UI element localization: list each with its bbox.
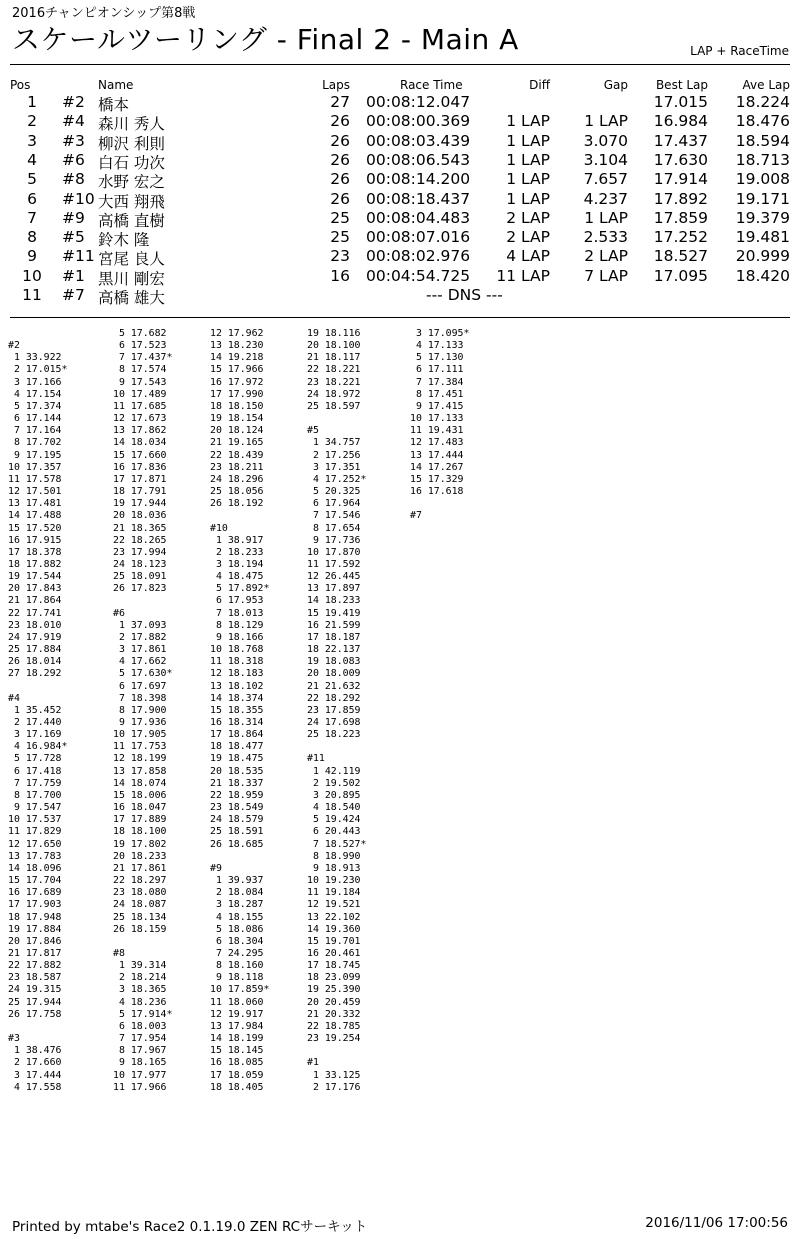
result-gap: 3.070 (583, 131, 628, 150)
result-dns-status: --- DNS --- (426, 286, 503, 304)
page-title: スケールツーリング - Final 2 - Main A (12, 23, 519, 56)
result-car-number: #6 (62, 150, 85, 169)
result-pos: 6 (27, 189, 37, 208)
result-ave-lap: 20.999 (735, 247, 790, 266)
result-race-time: 00:08:00.369 (366, 112, 471, 131)
result-diff: 2 LAP (506, 208, 550, 227)
result-driver-name: 白石 功次 (98, 153, 165, 172)
results-header-row (0, 78, 800, 93)
result-diff: 1 LAP (506, 150, 550, 169)
result-car-number: #1 (62, 266, 85, 285)
print-timestamp: 2016/11/06 17:00:56 (645, 1215, 788, 1231)
result-ave-lap: 18.476 (735, 112, 790, 131)
result-driver-name: 柳沢 利則 (98, 134, 165, 153)
printed-by-label: Printed by mtabe's Race2 0.1.19.0 ZEN RCサーキット (12, 1219, 368, 1235)
result-ave-lap: 18.594 (735, 131, 790, 150)
result-gap: 4.237 (583, 189, 628, 208)
result-laps: 23 (330, 247, 350, 266)
result-row (0, 189, 800, 211)
result-best-lap: 16.984 (653, 112, 708, 131)
result-driver-name: 高橋 雄大 (98, 289, 165, 307)
result-race-time: 00:08:06.543 (366, 150, 471, 169)
result-gap: 3.104 (583, 150, 628, 169)
result-gap: 7.657 (583, 170, 628, 189)
result-best-lap: 17.095 (653, 266, 708, 285)
result-best-lap: 17.252 (653, 228, 708, 247)
result-driver-name: 宮尾 良人 (98, 250, 165, 269)
result-row (0, 150, 800, 172)
result-gap: 2 LAP (584, 247, 628, 266)
result-driver-name: 森川 秀人 (98, 115, 165, 134)
result-race-time: 00:08:14.200 (366, 170, 471, 189)
result-race-time: 00:08:18.437 (366, 189, 471, 208)
result-row-dns (0, 286, 800, 307)
result-diff: 1 LAP (506, 131, 550, 150)
result-laps: 26 (330, 112, 350, 131)
result-row (0, 247, 800, 269)
result-car-number: #5 (62, 228, 85, 247)
result-row (0, 170, 800, 192)
lap-times-column: 3 17.095* 4 17.133 5 17.130 6 17.111 7 17.384 8 17.451 9 17.415 10 17.133 11 19.431 12 17.483 13 17.444 14 17.267 15 17.329 16 17.618 #7 (410, 328, 470, 522)
result-laps: 26 (330, 189, 350, 208)
result-driver-name: 水野 宏之 (98, 173, 165, 192)
result-pos: 1 (27, 93, 37, 111)
result-best-lap: 17.437 (653, 131, 708, 150)
result-diff: 1 LAP (506, 112, 550, 131)
result-race-time: 00:08:12.047 (366, 93, 471, 111)
result-laps: 25 (330, 228, 350, 247)
result-driver-name: 橋本 (98, 96, 130, 114)
result-gap: 2.533 (583, 228, 628, 247)
result-best-lap: 17.892 (653, 189, 708, 208)
result-pos: 5 (27, 170, 37, 189)
result-ave-lap: 18.713 (735, 150, 790, 169)
lap-times-column: 19 18.116 20 18.100 21 18.117 22 18.221 23 18.221 24 18.972 25 18.597 #5 1 34.757 2 17.256 3 17.351 4 17.252* 5 20.325 6 17.964 7 17.546 8 17.654 9 17.736 10 17.870 11 17.592 12 26.445 13 17.897 14 18.233 15 19.419 16 21.599 17 18.187 18 22.137 19 18.083 20 18.009 21 21.632 22 18.292 23 17.859 24 17.698 25 18.223 #11 1 42.119 2 19.502 3 20.895 4 18.540 5 19.424 6 20.443 7 18.527* 8 18.990 9 18.913 10 19.230 11 19.184 12 19.521 13 22.102 14 19.360 15 19.701 16 20.461 17 18.745 18 23.099 19 25.390 20 20.459 21 20.332 22 18.785 23 19.254 #1 1 33.125 2 17.176 (307, 328, 367, 1093)
lap-times-section (0, 328, 800, 1198)
result-car-number: #10 (62, 189, 95, 208)
result-diff: 1 LAP (506, 170, 550, 189)
result-car-number: #3 (62, 131, 85, 150)
result-best-lap: 17.015 (653, 93, 708, 111)
col-diff-header: Diff (529, 78, 550, 92)
result-ave-lap: 19.481 (735, 228, 790, 247)
result-ave-lap: 19.379 (735, 208, 790, 227)
result-pos: 4 (27, 150, 37, 169)
result-pos: 3 (27, 131, 37, 150)
result-diff: 4 LAP (506, 247, 550, 266)
result-row (0, 131, 800, 153)
result-driver-name: 黒川 剛宏 (98, 269, 165, 288)
result-gap: 1 LAP (584, 112, 628, 131)
result-race-time: 00:08:03.439 (366, 131, 471, 150)
lap-times-column: 5 17.682 6 17.523 7 17.437* 8 17.574 9 17.543 10 17.489 11 17.685 12 17.673 13 17.862 14 18.034 15 17.660 16 17.836 17 17.871 18 17.791 19 17.944 20 18.036 21 18.365 22 18.265 23 17.994 24 18.123 25 18.091 26 17.823 #6 1 37.093 2 17.882 3 17.861 4 17.662 5 17.630* 6 17.697 7 18.398 8 17.900 9 17.936 10 17.905 11 17.753 12 18.199 13 17.858 14 18.074 15 18.006 16 18.047 17 17.889 18 18.100 19 17.802 20 18.233 21 17.861 22 18.297 23 18.080 24 18.087 25 18.134 26 18.159 #8 1 39.314 2 18.214 3 18.365 4 18.236 5 17.914* 6 18.003 7 17.954 8 17.967 9 18.165 10 17.977 11 17.966 (113, 328, 173, 1093)
result-row (0, 266, 800, 288)
result-best-lap: 17.859 (653, 208, 708, 227)
result-pos: 2 (27, 112, 37, 131)
result-pos: 11 (22, 286, 42, 304)
result-car-number: #8 (62, 170, 85, 189)
report-mode-label: LAP + RaceTime (690, 44, 789, 58)
result-driver-name: 大西 翔飛 (98, 192, 165, 211)
lap-times-column: #2 1 33.922 2 17.015* 3 17.166 4 17.154 5 17.374 6 17.144 7 17.164 8 17.702 9 17.195 10 17.357 11 17.578 12 17.501 13 17.481 14 17.488 15 17.520 16 17.915 17 18.378 18 17.882 19 17.544 20 17.843 21 17.864 22 17.741 23 18.010 24 17.919 25 17.884 26 18.014 27 18.292 #4 1 35.452 2 17.440 3 17.169 4 16.984* 5 17.728 6 17.418 7 17.759 8 17.700 9 17.547 10 17.537 11 17.829 12 17.650 13 17.783 14 18.096 15 17.704 16 17.689 17 17.903 18 17.948 19 17.884 20 17.846 21 17.817 22 17.882 23 18.587 24 19.315 25 17.944 26 17.758 #3 1 38.476 2 17.660 3 17.444 4 17.558 (8, 340, 68, 1093)
result-row (0, 228, 800, 250)
event-subtitle: 2016チャンピオンシップ第8戦 (12, 6, 196, 21)
result-race-time: 00:08:07.016 (366, 228, 471, 247)
result-driver-name: 高橋 直樹 (98, 211, 165, 230)
header-divider (10, 64, 790, 65)
col-gap-header: Gap (603, 78, 628, 92)
col-name-header: Name (98, 78, 134, 92)
col-ave-lap-header: Ave Lap (742, 78, 790, 92)
result-car-number: #2 (62, 93, 85, 111)
col-pos-header: Pos (10, 78, 31, 92)
result-diff: 1 LAP (506, 189, 550, 208)
result-gap: 7 LAP (584, 266, 628, 285)
result-laps: 27 (330, 93, 350, 111)
result-laps: 26 (330, 131, 350, 150)
lap-times-column: 12 17.962 13 18.230 14 19.218 15 17.966 16 17.972 17 17.990 18 18.150 19 18.154 20 18.124 21 19.165 22 18.439 23 18.211 24 18.296 25 18.056 26 18.192 #10 1 38.917 2 18.233 3 18.194 4 18.475 5 17.892* 6 17.953 7 18.013 8 18.129 9 18.166 10 18.768 11 18.318 12 18.183 13 18.102 14 18.374 15 18.355 16 18.314 17 18.864 18 18.477 19 18.475 20 18.535 21 18.337 22 18.959 23 18.549 24 18.579 25 18.591 26 18.685 #9 1 39.937 2 18.084 3 18.287 4 18.155 5 18.086 6 18.304 7 24.295 8 18.160 9 18.118 10 17.859* 11 18.060 12 19.917 13 17.984 14 18.199 15 18.145 16 18.085 17 18.059 18 18.405 (210, 328, 270, 1093)
result-ave-lap: 18.420 (735, 266, 790, 285)
result-laps: 16 (330, 266, 350, 285)
result-race-time: 00:08:04.483 (366, 208, 471, 227)
result-car-number: #11 (62, 247, 95, 266)
result-diff: 2 LAP (506, 228, 550, 247)
col-best-lap-header: Best Lap (655, 78, 708, 92)
result-row (0, 208, 800, 230)
result-diff: 11 LAP (496, 266, 550, 285)
result-car-number: #9 (62, 208, 85, 227)
col-laps-header: Laps (322, 78, 350, 92)
result-driver-name: 鈴木 隆 (98, 231, 150, 250)
result-best-lap: 17.914 (653, 170, 708, 189)
result-pos: 9 (27, 247, 37, 266)
col-race-time-header: Race Time (400, 78, 463, 92)
results-divider (10, 317, 790, 318)
result-ave-lap: 19.008 (735, 170, 790, 189)
result-ave-lap: 19.171 (735, 189, 790, 208)
result-race-time: 00:04:54.725 (366, 266, 471, 285)
result-laps: 26 (330, 150, 350, 169)
result-ave-lap: 18.224 (735, 93, 790, 111)
result-laps: 25 (330, 208, 350, 227)
result-race-time: 00:08:02.976 (366, 247, 471, 266)
result-car-number: #4 (62, 112, 85, 131)
result-gap: 1 LAP (584, 208, 628, 227)
result-laps: 26 (330, 170, 350, 189)
result-best-lap: 18.527 (653, 247, 708, 266)
result-car-number: #7 (62, 286, 85, 304)
result-pos: 10 (22, 266, 42, 285)
result-pos: 8 (27, 228, 37, 247)
result-row (0, 112, 800, 134)
result-row (0, 93, 800, 114)
result-pos: 7 (27, 208, 37, 227)
result-best-lap: 17.630 (653, 150, 708, 169)
